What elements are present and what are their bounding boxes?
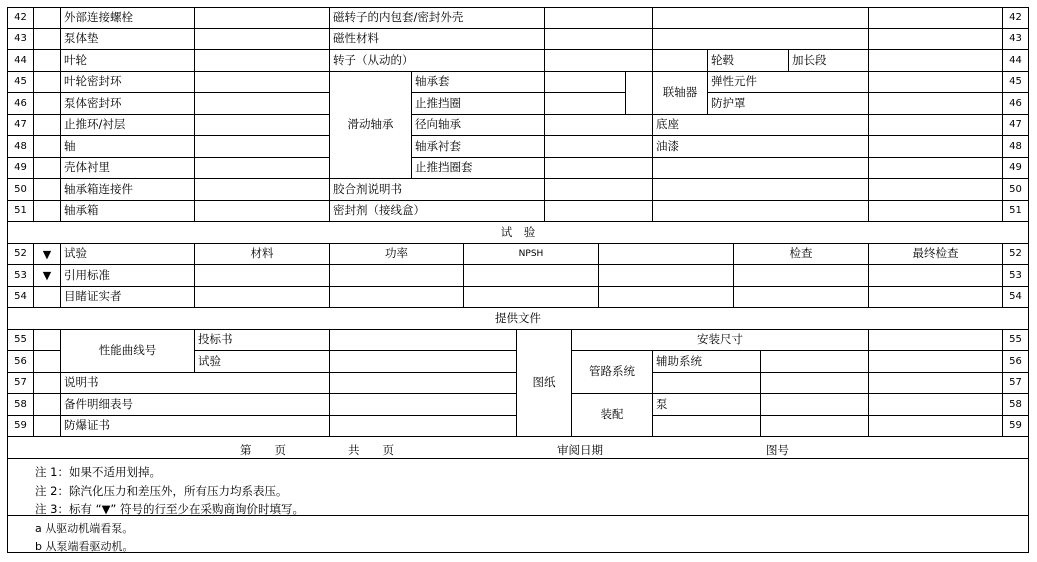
mark-cell: [33, 28, 61, 50]
item-label: 磁转子的内包套/密封外壳: [329, 7, 545, 29]
col-power: 功率: [329, 243, 464, 265]
mark-cell: [33, 350, 61, 373]
mark-cell: [33, 393, 61, 416]
row-number: 48: [7, 135, 34, 158]
value-cell[interactable]: [194, 49, 330, 72]
explosion-cert-label: 防爆证书: [60, 415, 330, 437]
value-cell[interactable]: [760, 415, 869, 437]
row-number: 47: [1002, 114, 1029, 136]
page-total: 共 页: [348, 443, 394, 457]
bearing-item: 轴承衬套: [411, 135, 545, 158]
value-cell[interactable]: [544, 178, 653, 201]
mark-cell: [33, 286, 61, 308]
row-number: 49: [1002, 157, 1029, 179]
row-number: 46: [1002, 92, 1029, 115]
note-2: 注 2：除汽化压力和差压外，所有压力均系表压。: [35, 484, 288, 498]
row-number: 58: [7, 393, 34, 416]
value-cell[interactable]: [868, 286, 1003, 308]
value-cell[interactable]: [868, 7, 1003, 29]
item-label: 轴承箱: [60, 200, 195, 222]
row-number: 43: [1002, 28, 1029, 50]
bid-label: 投标书: [194, 329, 330, 351]
mark-cell: [33, 178, 61, 201]
value-cell[interactable]: [652, 372, 761, 394]
value-cell[interactable]: [329, 372, 517, 394]
row-number: 55: [7, 329, 34, 351]
bearing-item: 止推挡圈套: [411, 157, 545, 179]
coupling-elastic: 弹性元件: [707, 71, 869, 93]
value-cell[interactable]: [652, 200, 869, 222]
value-cell[interactable]: [329, 329, 517, 351]
value-cell[interactable]: [194, 157, 330, 179]
row-number: 56: [1002, 350, 1029, 373]
pump-label: 泵: [652, 393, 761, 416]
item-label: 叶轮: [60, 49, 195, 72]
value-cell[interactable]: [868, 28, 1003, 50]
value-cell[interactable]: [544, 135, 653, 158]
col-npsh: NPSH: [463, 243, 599, 265]
row-number: 42: [7, 7, 34, 29]
value-cell[interactable]: [544, 92, 626, 115]
value-cell[interactable]: [544, 7, 653, 29]
row-number: 51: [7, 200, 34, 222]
mark-cell: [33, 49, 61, 72]
mark-cell: [33, 200, 61, 222]
row-number: 47: [7, 114, 34, 136]
item-label: 轴: [60, 135, 195, 158]
base-label: 底座: [652, 114, 869, 136]
value-cell[interactable]: [329, 415, 517, 437]
row-number: 49: [7, 157, 34, 179]
value-cell[interactable]: [652, 415, 761, 437]
test-label: 试验: [60, 243, 195, 265]
row-number: 54: [1002, 286, 1029, 308]
piping-system-label: 管路系统: [571, 350, 653, 394]
value-cell[interactable]: [652, 157, 869, 179]
item-label: 壳体衬里: [60, 157, 195, 179]
row-number: 53: [1002, 264, 1029, 287]
section-title-documents: 提供文件: [7, 307, 1029, 330]
row-number: 57: [1002, 372, 1029, 394]
item-label: 密封剂（接线盒）: [329, 200, 545, 222]
row-number: 53: [7, 264, 34, 287]
review-date: 审阅日期: [557, 443, 603, 457]
mark-cell: [33, 329, 61, 351]
value-cell[interactable]: [544, 49, 653, 72]
item-label: 磁性材料: [329, 28, 545, 50]
row-number: 59: [1002, 415, 1029, 437]
section-title-test: 试 验: [7, 221, 1029, 244]
value-cell[interactable]: [544, 157, 653, 179]
value-cell[interactable]: [868, 157, 1003, 179]
item-label: 泵体垫: [60, 28, 195, 50]
row-number: 46: [7, 92, 34, 115]
row-number: 52: [7, 243, 34, 265]
value-cell[interactable]: [868, 71, 1003, 93]
assembly-label: 装配: [571, 393, 653, 437]
value-cell[interactable]: [868, 415, 1003, 437]
value-cell[interactable]: [868, 329, 1003, 351]
value-cell[interactable]: [194, 135, 330, 158]
item-label: 泵体密封环: [60, 92, 195, 115]
value-cell[interactable]: [544, 200, 653, 222]
coupling-guard: 防护罩: [707, 92, 869, 115]
value-cell[interactable]: [194, 92, 330, 115]
mark-cell: [33, 415, 61, 437]
value-cell[interactable]: [329, 350, 517, 373]
value-cell[interactable]: [544, 28, 653, 50]
row-number: 45: [1002, 71, 1029, 93]
value-cell[interactable]: [652, 28, 869, 50]
col-inspection: 检查: [733, 243, 869, 265]
aux-system-label: 辅助系统: [652, 350, 761, 373]
footnotes-box: [7, 515, 1029, 553]
mark-cell: [33, 71, 61, 93]
value-cell[interactable]: [868, 178, 1003, 201]
row-number: 56: [7, 350, 34, 373]
value-cell[interactable]: [652, 7, 869, 29]
value-cell[interactable]: [760, 393, 869, 416]
value-cell[interactable]: [760, 372, 869, 394]
row-number: 45: [7, 71, 34, 93]
value-cell[interactable]: [194, 7, 330, 29]
row-number: 44: [1002, 49, 1029, 72]
value-cell[interactable]: [598, 264, 734, 287]
row-number: 52: [1002, 243, 1029, 265]
value-cell[interactable]: [868, 350, 1003, 373]
col-final-inspection: 最终检查: [868, 243, 1003, 265]
row-number: 50: [7, 178, 34, 201]
mark-cell: [33, 92, 61, 115]
row-number: 50: [1002, 178, 1029, 201]
value-cell[interactable]: [652, 178, 869, 201]
item-label: 外部连接螺栓: [60, 7, 195, 29]
row-number: 42: [1002, 7, 1029, 29]
mark-cell: [33, 372, 61, 394]
value-cell[interactable]: [733, 264, 869, 287]
mark-cell: [33, 7, 61, 29]
value-cell[interactable]: [598, 286, 734, 308]
mark-cell: [33, 114, 61, 136]
test-doc-label: 试验: [194, 350, 330, 373]
value-cell[interactable]: [868, 393, 1003, 416]
value-cell[interactable]: [463, 264, 599, 287]
note-1: 注 1：如果不适用划掉。: [35, 465, 161, 479]
required-mark: ▼: [33, 243, 61, 265]
paint-label: 油漆: [652, 135, 869, 158]
mark-cell: [33, 135, 61, 158]
mark-cell: [33, 157, 61, 179]
bearing-item: 径向轴承: [411, 114, 545, 136]
bearing-item: 轴承套: [411, 71, 545, 93]
value-cell[interactable]: [652, 49, 708, 72]
manual-label: 说明书: [60, 372, 330, 394]
performance-curve-label: 性能曲线号: [60, 329, 195, 373]
value-cell[interactable]: [329, 393, 517, 416]
value-cell[interactable]: [194, 264, 330, 287]
value-cell[interactable]: [868, 114, 1003, 136]
value-cell[interactable]: [194, 71, 330, 93]
row-number: 57: [7, 372, 34, 394]
footer-row: [7, 436, 1029, 459]
drawing-number: 图号: [766, 443, 789, 457]
value-cell[interactable]: [194, 286, 330, 308]
footnote-b: b 从泵端看驱动机。: [35, 540, 134, 553]
row-number: 59: [7, 415, 34, 437]
coupling-extension: 加长段: [788, 49, 869, 72]
row-number: 54: [7, 286, 34, 308]
required-mark: ▼: [33, 264, 61, 287]
value-cell[interactable]: [329, 264, 464, 287]
install-dimensions-label: 安装尺寸: [571, 329, 869, 351]
row-number: 55: [1002, 329, 1029, 351]
item-label: 轴承箱连接件: [60, 178, 195, 201]
row-number: 44: [7, 49, 34, 72]
value-cell[interactable]: [463, 286, 599, 308]
spare-list-label: 备件明细表号: [60, 393, 330, 416]
value-cell[interactable]: [733, 286, 869, 308]
footnote-a: a 从驱动机端看泵。: [35, 522, 134, 535]
row-number: 58: [1002, 393, 1029, 416]
standard-label: 引用标准: [60, 264, 195, 287]
value-cell[interactable]: [194, 178, 330, 201]
item-label: 止推环/衬层: [60, 114, 195, 136]
value-cell[interactable]: [868, 49, 1003, 72]
value-cell[interactable]: [544, 71, 626, 93]
value-cell[interactable]: [194, 114, 330, 136]
row-number: 51: [1002, 200, 1029, 222]
col-material: 材料: [194, 243, 330, 265]
item-label: 胶合剂说明书: [329, 178, 545, 201]
row-number: 43: [7, 28, 34, 50]
value-cell[interactable]: [868, 264, 1003, 287]
item-label: 叶轮密封环: [60, 71, 195, 93]
witness-label: 目睹证实者: [60, 286, 195, 308]
value-cell[interactable]: [544, 114, 653, 136]
notes-box: [7, 458, 1029, 516]
value-cell[interactable]: [598, 243, 734, 265]
value-cell[interactable]: [194, 28, 330, 50]
value-cell[interactable]: [868, 200, 1003, 222]
note-3: 注 3：标有 “▼” 符号的行至少在采购商询价时填写。: [35, 502, 305, 516]
item-label: 转子（从动的）: [329, 49, 545, 72]
bearing-item: 止推挡圈: [411, 92, 545, 115]
coupling-hub: 轮毂: [707, 49, 789, 72]
value-cell[interactable]: [760, 350, 869, 373]
value-cell[interactable]: [868, 135, 1003, 158]
drawings-label: 图纸: [516, 329, 572, 437]
value-cell[interactable]: [868, 372, 1003, 394]
sliding-bearing-label: 滑动轴承: [329, 71, 412, 179]
value-cell[interactable]: [868, 92, 1003, 115]
page-number: 第 页: [240, 443, 286, 457]
coupling-label: 联轴器: [652, 71, 708, 115]
value-cell[interactable]: [194, 200, 330, 222]
row-number: 48: [1002, 135, 1029, 158]
value-cell[interactable]: [625, 71, 653, 115]
value-cell[interactable]: [329, 286, 464, 308]
